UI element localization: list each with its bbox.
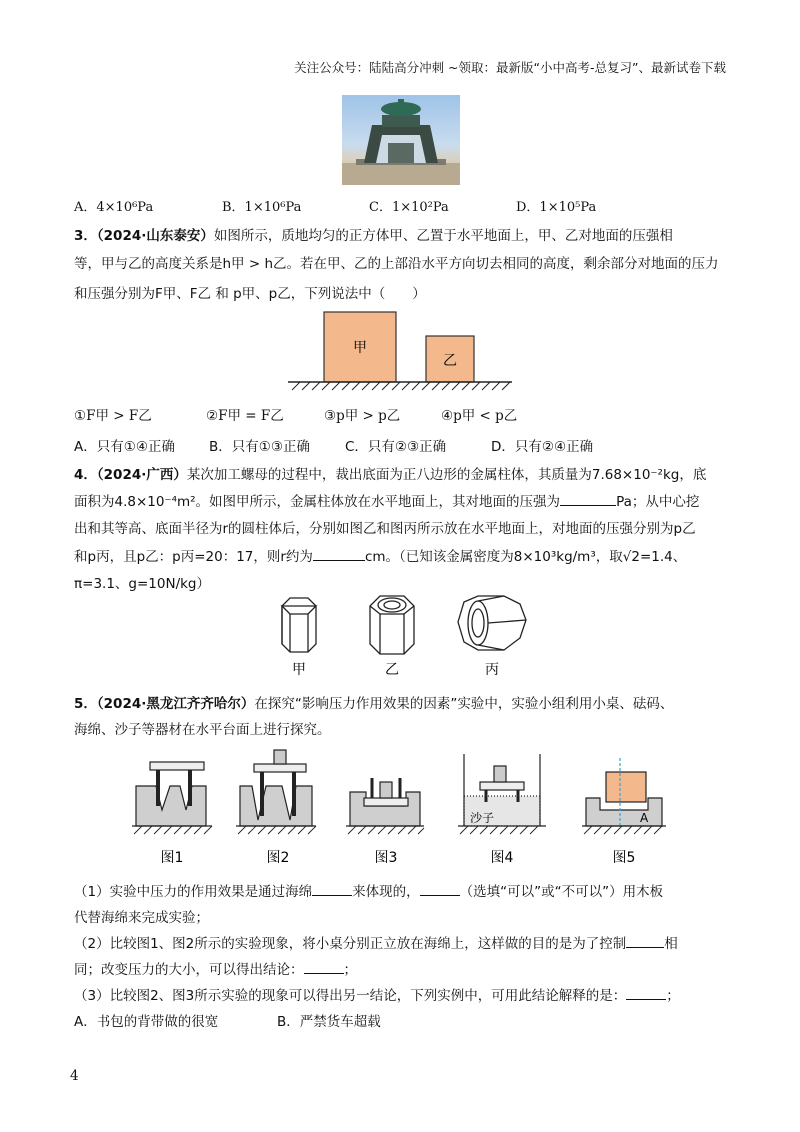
q3-line2: 等，甲与乙的高度关系是h甲 > h乙。若在甲、乙的上部沿水平方向切去相同的高度，剩余部分对地面的压力 <box>74 256 719 272</box>
q4-nut-figure <box>268 592 538 684</box>
q3-cubes-figure <box>284 306 516 394</box>
q2-option-a: A．4×10⁶Pa <box>74 200 154 215</box>
q4-line2 <box>74 490 699 510</box>
q3-statement-1: ①F甲 > F乙 <box>74 408 152 424</box>
q3-number: 3． <box>74 228 97 244</box>
q5-blank-1[interactable] <box>312 881 352 896</box>
q3-option-b: B．只有①③正确 <box>209 439 310 455</box>
q4-text-2a: 面积为4.8×10⁻⁴m²。如图甲所示，金属柱体放在水平地面上，其对地面的压强为 <box>74 494 561 510</box>
q5-s2-text-a: （2）比较图1、图2所示的实验现象，将小桌分别正立放在海绵上，这样做的目的是为了控制 <box>74 936 627 952</box>
q5-option-a: A．书包的背带做的很宽 <box>74 1014 219 1030</box>
q5-option-b: B．严禁货车超载 <box>277 1014 381 1030</box>
fig4-label: 图4 <box>490 850 514 866</box>
q4-number: 4． <box>74 467 97 483</box>
q5-sub3-line1 <box>74 984 680 1004</box>
q5-line1 <box>74 692 673 712</box>
q3-statement-4: ④p甲 < p乙 <box>441 408 518 424</box>
q5-source-tag: （2024·黑龙江齐齐哈尔） <box>96 696 255 712</box>
q3-statement-3: ③p甲 > p乙 <box>324 408 401 424</box>
nut-bing-label: 丙 <box>485 662 499 678</box>
q5-s1-text-c: （选填“可以”或“不可以”）用木板 <box>459 884 664 900</box>
q5-blank-5[interactable] <box>626 985 666 1000</box>
block-a-label: A <box>640 811 649 825</box>
q3-statement-2: ②F甲 = F乙 <box>206 408 284 424</box>
q5-blank-4[interactable] <box>304 959 344 974</box>
q5-s3-text-a: （3）比较图2、图3所示实验的现象可以得出另一结论，下列实例中，可用此结论解释的是： <box>74 988 627 1004</box>
cube-yi-label: 乙 <box>443 353 457 369</box>
fig5-label: 图5 <box>612 850 636 866</box>
sand-label: 沙子 <box>470 811 495 825</box>
q2-option-c: C．1×10²Pa <box>369 200 449 215</box>
nut-yi-label: 乙 <box>385 662 399 678</box>
q3-line3: 和压强分别为F甲、F乙 和 p甲、p乙，下列说法中（ ） <box>74 286 426 302</box>
q5-s1-text-a: （1）实验中压力的作用效果是通过海绵 <box>74 884 313 900</box>
fig1-label: 图1 <box>160 850 184 866</box>
q5-sub1-line2: 代替海绵来完成实验； <box>74 910 209 926</box>
q4-blank-radius[interactable] <box>313 546 365 561</box>
q5-sub2-line2 <box>74 958 357 978</box>
q3-line1 <box>74 224 673 244</box>
fig2-label: 图2 <box>266 850 290 866</box>
q4-line5: π=3.1、g=10N/kg） <box>74 576 211 592</box>
q5-number: 5． <box>74 696 97 712</box>
fig3-label: 图3 <box>374 850 398 866</box>
q3-option-c: C．只有②③正确 <box>345 439 447 455</box>
q5-s2-text-c: 同；改变压力的大小，可以得出结论： <box>74 962 304 978</box>
q5-line2: 海绵、沙子等器材在水平台面上进行探究。 <box>74 722 331 738</box>
q5-text-1: 在探究“影响压力作用效果的因素”实验中，实验小组利用小桌、砝码、 <box>254 696 674 712</box>
q4-line3: 出和其等高、底面半径为r的圆柱体后，分别如图乙和图丙所示放在水平地面上，对地面的压强分别为p乙 <box>74 521 696 537</box>
q2-option-d: D．1×10⁵Pa <box>516 200 597 215</box>
q5-s3-text-b: ； <box>666 988 680 1004</box>
q5-sub1-line1 <box>74 880 663 900</box>
cube-jia-label: 甲 <box>353 340 367 356</box>
q5-experiment-figure <box>128 744 688 870</box>
q2-option-b: B．1×10⁶Pa <box>222 200 302 215</box>
q4-line4 <box>74 545 686 565</box>
page-header: 关注公众号：陆陆高分冲刺 ~领取：最新版“小中高考-总复习”、最新试卷下载 <box>294 60 726 75</box>
q5-s2-text-b: 相 <box>664 936 678 952</box>
q5-sub2-line1 <box>74 932 678 952</box>
nut-jia-label: 甲 <box>292 662 306 678</box>
q5-s1-text-b: 来体现的， <box>352 884 420 900</box>
q4-line1 <box>74 463 706 483</box>
q3-text-1: 如图所示，质地均匀的正方体甲、乙置于水平地面上，甲、乙对地面的压强相 <box>213 228 673 244</box>
page-number: 4 <box>70 1068 79 1084</box>
q5-blank-2[interactable] <box>420 881 460 896</box>
q3-source-tag: （2024·山东泰安） <box>96 228 214 244</box>
q5-s2-text-d: ； <box>343 962 357 978</box>
monument-photo <box>342 95 460 185</box>
q4-text-1: 某次加工螺母的过程中，裁出底面为正八边形的金属柱体，其质量为7.68×10⁻²kg，底 <box>186 467 707 483</box>
q4-blank-pressure[interactable] <box>560 491 616 506</box>
q3-option-d: D．只有②④正确 <box>491 439 594 455</box>
q4-text-4a: 和p丙，且p乙：p丙=20：17，则r约为 <box>74 549 313 565</box>
q4-text-2b: Pa；从中心挖 <box>616 494 700 510</box>
q5-blank-3[interactable] <box>626 933 664 948</box>
q4-source-tag: （2024·广西） <box>96 467 187 483</box>
q4-text-4b: cm。（已知该金属密度为8×10³kg/m³，取√2=1.4、 <box>364 549 687 565</box>
q3-option-a: A．只有①④正确 <box>74 439 175 455</box>
